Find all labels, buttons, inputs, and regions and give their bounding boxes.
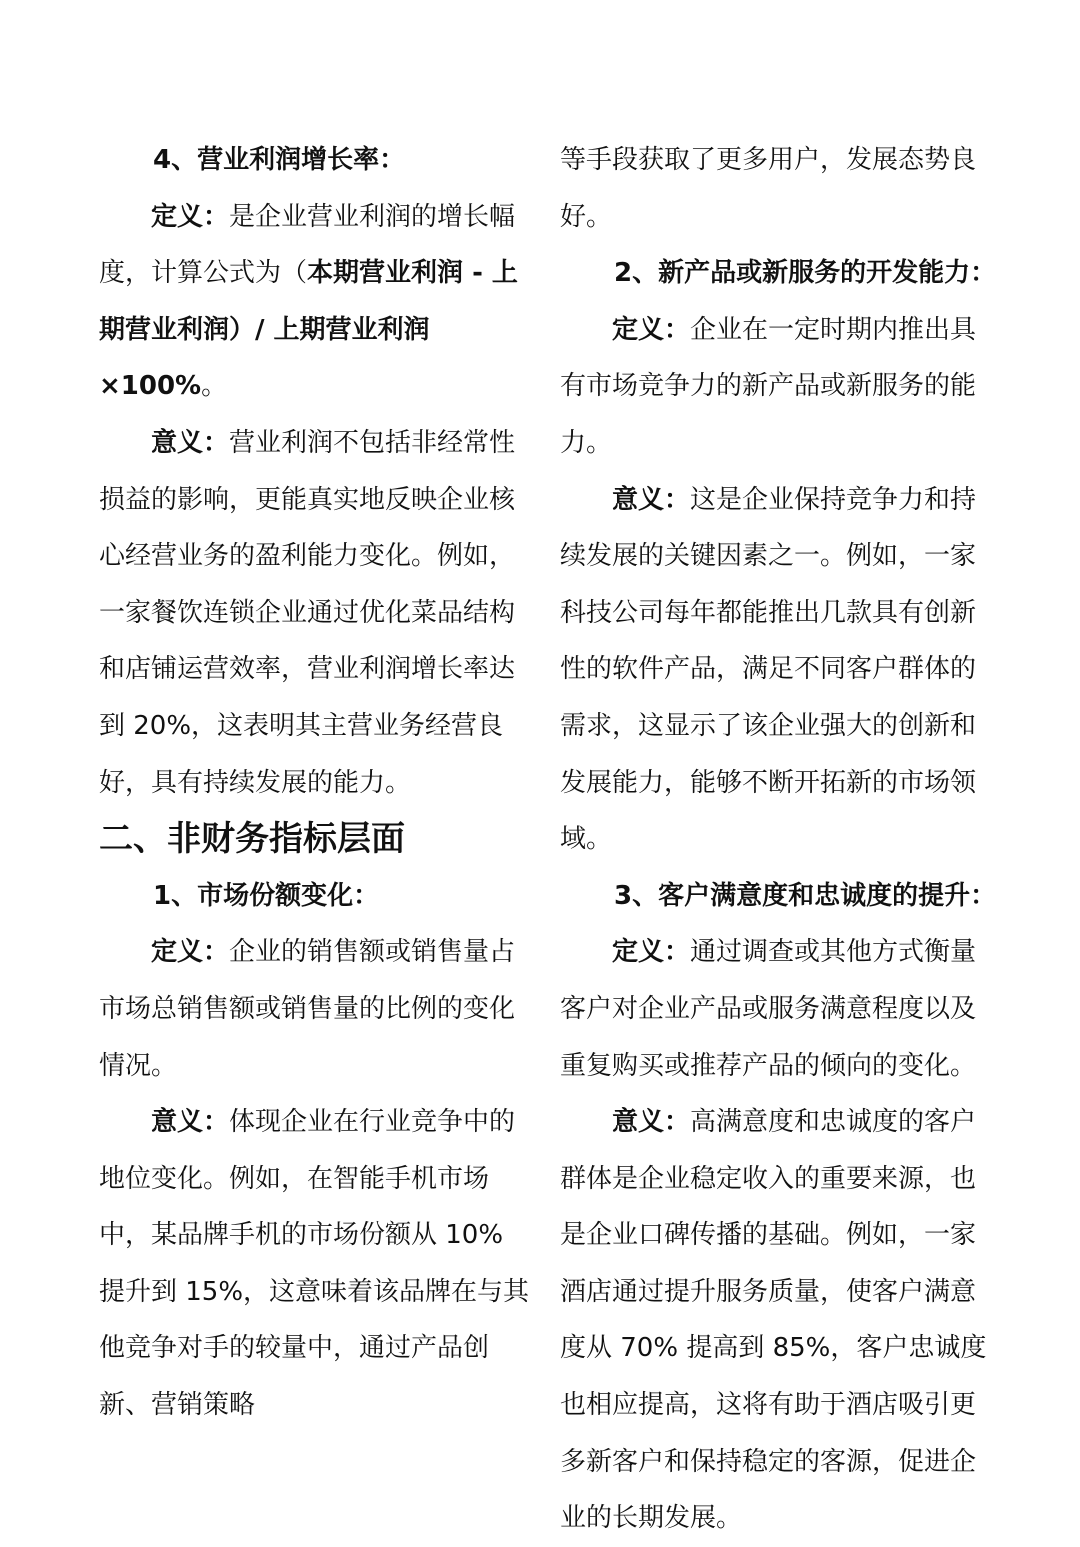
formula-text: 本期营业利润 - 上期营业利润）/ 上期营业利润 ×100% <box>99 258 518 402</box>
significance-label: 意义： <box>151 427 230 458</box>
right-column <box>560 132 1000 1547</box>
definition-label: 定义： <box>151 201 230 232</box>
significance-text: 营业利润不包括非经常性损益的影响，更能真实地反映企业核心经营业务的盈利能力变化。例如，一家餐饮连锁企业通过优化菜品结构和店铺运营效率，营业利润增长率达到 20%，这表明其主营业务经营良好，具有持续发展的能力。 <box>99 427 516 798</box>
definition-label: 定义： <box>612 314 691 345</box>
definition-text: 企业的销售额或销售量占市场总销售额或销售量的比例的变化情况。 <box>99 937 516 1081</box>
section-heading-customer-satisfaction: 3、客户满意度和忠诚度的提升： <box>614 880 997 911</box>
definition-text: 是企业营业利润的增长幅度，计算公式为（ <box>99 201 516 289</box>
definition-text: 企业在一定时期内推出具有市场竞争力的新产品或新服务的能力。 <box>560 314 977 458</box>
significance-paragraph <box>99 415 531 811</box>
section-heading-operating-profit-growth: 4、营业利润增长率： <box>153 145 406 175</box>
left-column <box>99 132 531 1434</box>
significance-paragraph <box>560 1094 1000 1547</box>
section-heading-market-share: 1、市场份额变化： <box>153 880 380 911</box>
definition-paragraph <box>560 302 1000 472</box>
definition-paragraph <box>560 924 1000 1094</box>
continued-paragraph: 等手段获取了更多用户，发展态势良好。 <box>560 145 977 232</box>
section-heading-new-products: 2、新产品或新服务的开发能力： <box>614 258 997 289</box>
significance-text: 体现企业在行业竞争中的地位变化。例如，在智能手机市场中，某品牌手机的市场份额从 10% 提升到 15%，这意味着该品牌在与其他竞争对手的较量中，通过产品创新、营销策略 <box>99 1107 530 1421</box>
significance-label: 意义： <box>612 1107 691 1138</box>
significance-paragraph <box>99 1094 531 1434</box>
significance-label: 意义： <box>151 1107 230 1138</box>
definition-label: 定义： <box>612 937 691 968</box>
definition-label: 定义： <box>151 937 230 968</box>
definition-paragraph <box>99 924 531 1094</box>
significance-text: 高满意度和忠诚度的客户群体是企业稳定收入的重要来源，也是企业口碑传播的基础。例如，一家酒店通过提升服务质量，使客户满意度从 70% 提高到 85%，客户忠诚度也相应提高，这将有助于酒店吸引更多新客户和保持稳定的客源，促进企业的长期发展。 <box>560 1107 987 1534</box>
definition-text: 通过调查或其他方式衡量客户对企业产品或服务满意程度以及重复购买或推荐产品的倾向的变化。 <box>560 937 977 1081</box>
significance-label: 意义： <box>612 484 691 515</box>
significance-text: 这是企业保持竞争力和持续发展的关键因素之一。例如，一家科技公司每年都能推出几款具有创新性的软件产品，满足不同客户群体的需求，这显示了该企业强大的创新和发展能力，能够不断开拓新的市场领域。 <box>560 484 977 855</box>
significance-paragraph <box>560 472 1000 868</box>
definition-paragraph <box>99 189 531 415</box>
part-title-non-financial: 二、非财务指标层面 <box>99 819 405 860</box>
definition-end: 。 <box>201 371 228 402</box>
